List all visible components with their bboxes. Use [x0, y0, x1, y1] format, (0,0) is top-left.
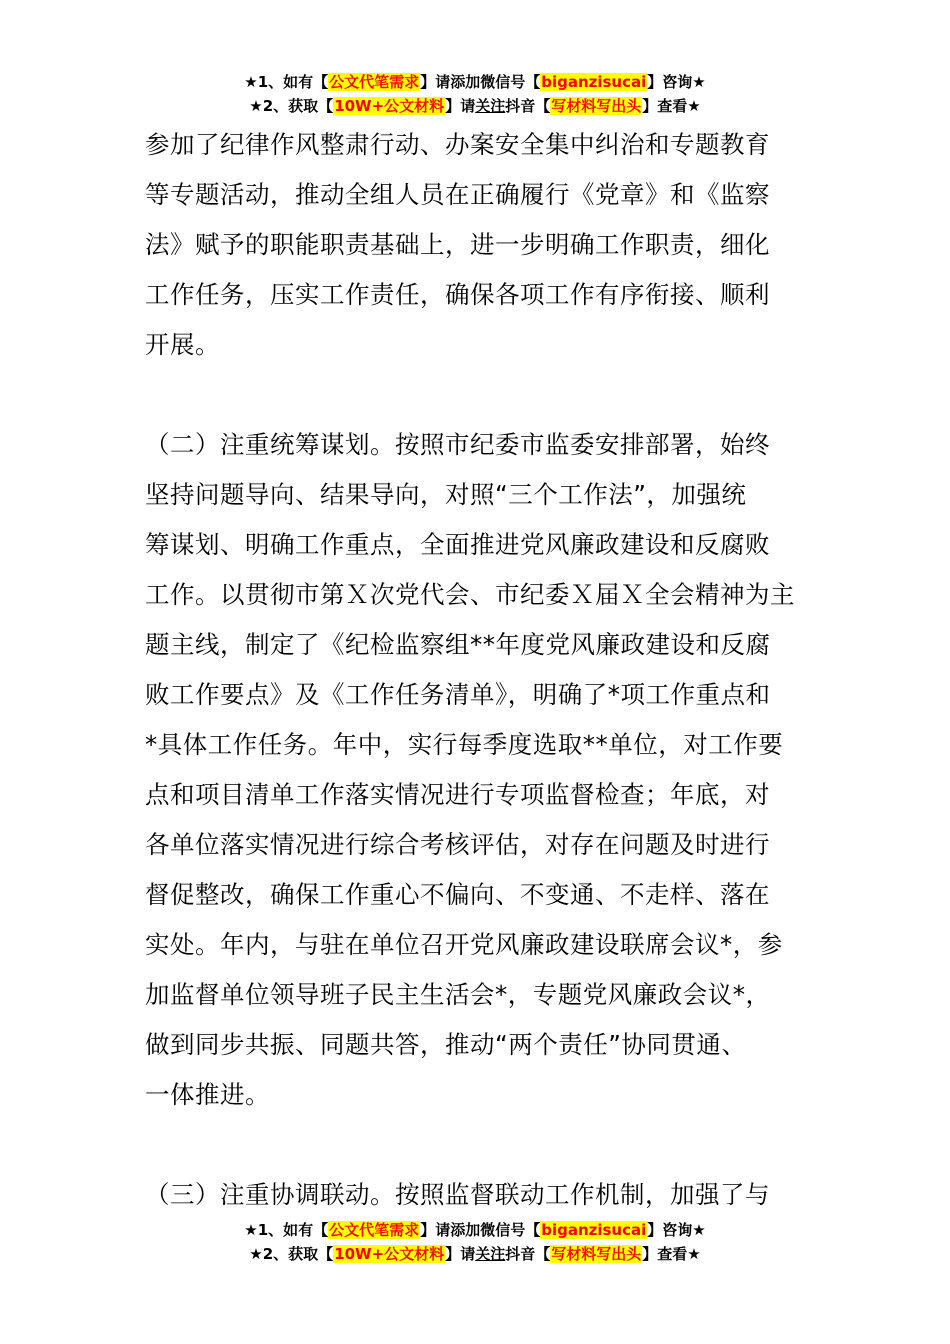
- text-line: 题主线，制定了《纪检监察组**年度党风廉政建设和反腐: [145, 630, 771, 659]
- text-line: 等专题活动，推动全组人员在正确履行《党章》和《监察: [145, 180, 770, 209]
- paragraph-gap: [145, 370, 810, 420]
- ad-text: ★2、获取【: [249, 97, 334, 115]
- text-line: 加监督单位领导班子民主生活会*，专题党风廉政会议*，: [145, 980, 771, 1009]
- text-line: 开展。: [145, 330, 220, 359]
- text-line: （二）注重统筹谋划。按照市纪委市监委安排部署，始终: [145, 430, 770, 459]
- ad-highlight: 公文代笔需求: [329, 73, 420, 91]
- ad-line-2: [0, 94, 950, 118]
- ad-text: ★1、如有【: [244, 73, 329, 91]
- text-line: 工作任务，压实工作责任，确保各项工作有序衔接、顺利: [145, 280, 770, 309]
- paragraph-3: [145, 1170, 810, 1220]
- text-line: 点和项目清单工作落实情况进行专项监督检查；年底，对: [145, 780, 770, 809]
- ad-highlight: 公文代笔需求: [329, 1221, 420, 1239]
- ad-line-1: [0, 1218, 950, 1242]
- text-line: 参加了纪律作风整肃行动、办案安全集中纠治和专题教育: [145, 130, 770, 159]
- text-line: 筹谋划、明确工作重点，全面推进党风廉政建设和反腐败: [145, 530, 770, 559]
- ad-line-1: [0, 70, 950, 94]
- ad-text: 】查看★: [642, 1245, 701, 1263]
- ad-text: ★1、如有【: [244, 1221, 329, 1239]
- ad-text: ★2、获取【: [249, 1245, 334, 1263]
- ad-highlight: 10W+公文材料: [334, 1245, 445, 1263]
- document-body: [145, 120, 810, 1220]
- ad-text: 抖音【: [505, 97, 551, 115]
- text-line: 败工作要点》及《工作任务清单》，明确了*项工作重点和: [145, 680, 771, 709]
- ad-text: 】请: [445, 97, 476, 115]
- text-line: 一体推进。: [145, 1080, 270, 1109]
- text-line: （三）注重协调联动。按照监督联动工作机制，加强了与: [145, 1180, 770, 1209]
- text-line: 实处。年内，与驻在单位召开党风廉政建设联席会议*，参: [145, 930, 783, 959]
- top-ad-banner: [0, 70, 950, 118]
- paragraph-gap: [145, 1120, 810, 1170]
- paragraph-1: [145, 120, 810, 370]
- text-line: 督促整改，确保工作重心不偏向、不变通、不走样、落在: [145, 880, 770, 909]
- text-line: 做到同步共振、同题共答，推动“两个责任”协同贯通、: [145, 1030, 747, 1059]
- ad-highlight: 10W+公文材料: [334, 97, 445, 115]
- ad-underlined-text: 关注: [475, 1245, 506, 1263]
- text-line: *具体工作任务。年中，实行每季度选取**单位，对工作要: [145, 730, 784, 759]
- ad-text: 】咨询★: [647, 1221, 706, 1239]
- text-line: 坚持问题导向、结果导向，对照“三个工作法”，加强统: [145, 480, 747, 509]
- ad-underlined-text: 关注: [475, 97, 506, 115]
- ad-line-2: [0, 1242, 950, 1266]
- ad-text: 】请: [445, 1245, 476, 1263]
- ad-text: 抖音【: [505, 1245, 551, 1263]
- ad-text: 】请添加微信号【: [420, 1221, 541, 1239]
- ad-text: 】咨询★: [647, 73, 706, 91]
- text-line: 法》赋予的职能职责基础上，进一步明确工作职责，细化: [145, 230, 770, 259]
- text-line: 工作。以贯彻市第Ｘ次党代会、市纪委Ｘ届Ｘ全会精神为主: [145, 580, 795, 609]
- wechat-id-highlight: biganzisucai: [541, 1221, 647, 1239]
- douyin-id-highlight: 写材料写出头: [551, 1245, 642, 1263]
- wechat-id-highlight: biganzisucai: [541, 73, 647, 91]
- douyin-id-highlight: 写材料写出头: [551, 97, 642, 115]
- text-line: 各单位落实情况进行综合考核评估，对存在问题及时进行: [145, 830, 770, 859]
- paragraph-2: [145, 420, 810, 1120]
- ad-text: 】请添加微信号【: [420, 73, 541, 91]
- ad-text: 】查看★: [642, 97, 701, 115]
- bottom-ad-banner: [0, 1218, 950, 1266]
